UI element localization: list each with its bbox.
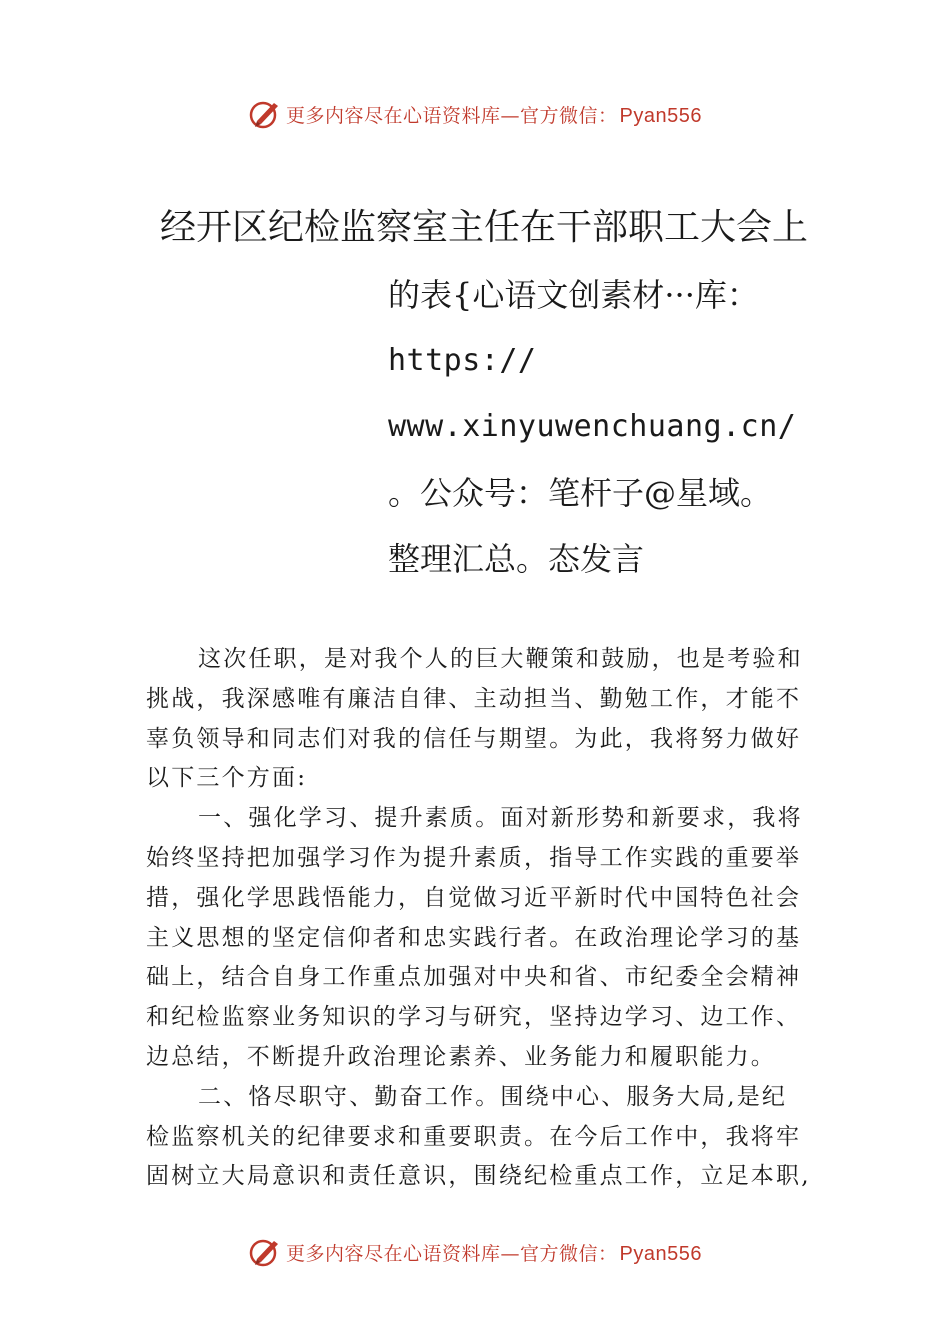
body-line: 挑战，我深感唯有廉洁自律、主动担当、勤勉工作，才能不	[146, 685, 802, 712]
title-line-6: 整理汇总。态发言	[388, 540, 645, 578]
header-banner	[0, 94, 950, 134]
banner-label: 更多内容尽在心语资料库—官方微信：	[286, 104, 618, 127]
body-line: 以下三个方面:	[146, 765, 308, 792]
wechat-id: Pyan556	[619, 104, 702, 127]
title-url-line-1: https://	[388, 343, 537, 378]
body-line: 固树立大局意识和责任意识，围绕纪检重点工作，立足本职,	[146, 1163, 811, 1190]
wechat-id: Pyan556	[619, 1242, 702, 1265]
title-line-5: 。公众号：笔杆子@星域。	[388, 474, 773, 512]
body-line: 主义思想的坚定信仰者和忠实践行者。在政治理论学习的基	[146, 924, 802, 951]
title-line-2: 的表{心语文创素材···库：	[388, 276, 759, 314]
banner-text	[286, 1239, 702, 1266]
title-url-line-2: www.xinyuwenchuang.cn/	[388, 409, 797, 444]
body-line: 始终坚持把加强学习作为提升素质，指导工作实践的重要举	[146, 844, 802, 871]
body-line: 检监察机关的纪律要求和重要职责。在今后工作中，我将牢	[146, 1123, 802, 1150]
pen-logo-icon	[248, 1235, 282, 1269]
pen-logo-icon	[248, 97, 282, 131]
body-line: 二、恪尽职守、勤奋工作。围绕中心、服务大局,是纪	[198, 1083, 788, 1110]
body-line: 辜负领导和同志们对我的信任与期望。为此，我将努力做好	[146, 725, 802, 752]
body-line: 一、强化学习、提升素质。面对新形势和新要求，我将	[198, 805, 803, 832]
body-line: 边总结，不断提升政治理论素养、业务能力和履职能力。	[146, 1043, 776, 1070]
body-line: 措，强化学思践悟能力，自觉做习近平新时代中国特色社会	[146, 884, 802, 911]
body-line: 和纪检监察业务知识的学习与研究，坚持边学习、边工作、	[146, 1004, 802, 1031]
document-body	[146, 640, 810, 1197]
body-line: 础上，结合自身工作重点加强对中央和省、市纪委全会精神	[146, 964, 802, 991]
title-continuation	[388, 262, 928, 592]
banner-label: 更多内容尽在心语资料库—官方微信：	[286, 1242, 618, 1265]
banner-text	[286, 101, 702, 128]
footer-banner	[0, 1232, 950, 1272]
document-title: 经开区纪检监察室主任在干部职工大会上	[160, 207, 809, 248]
body-line: 这次任职，是对我个人的巨大鞭策和鼓励，也是考验和	[198, 646, 803, 672]
